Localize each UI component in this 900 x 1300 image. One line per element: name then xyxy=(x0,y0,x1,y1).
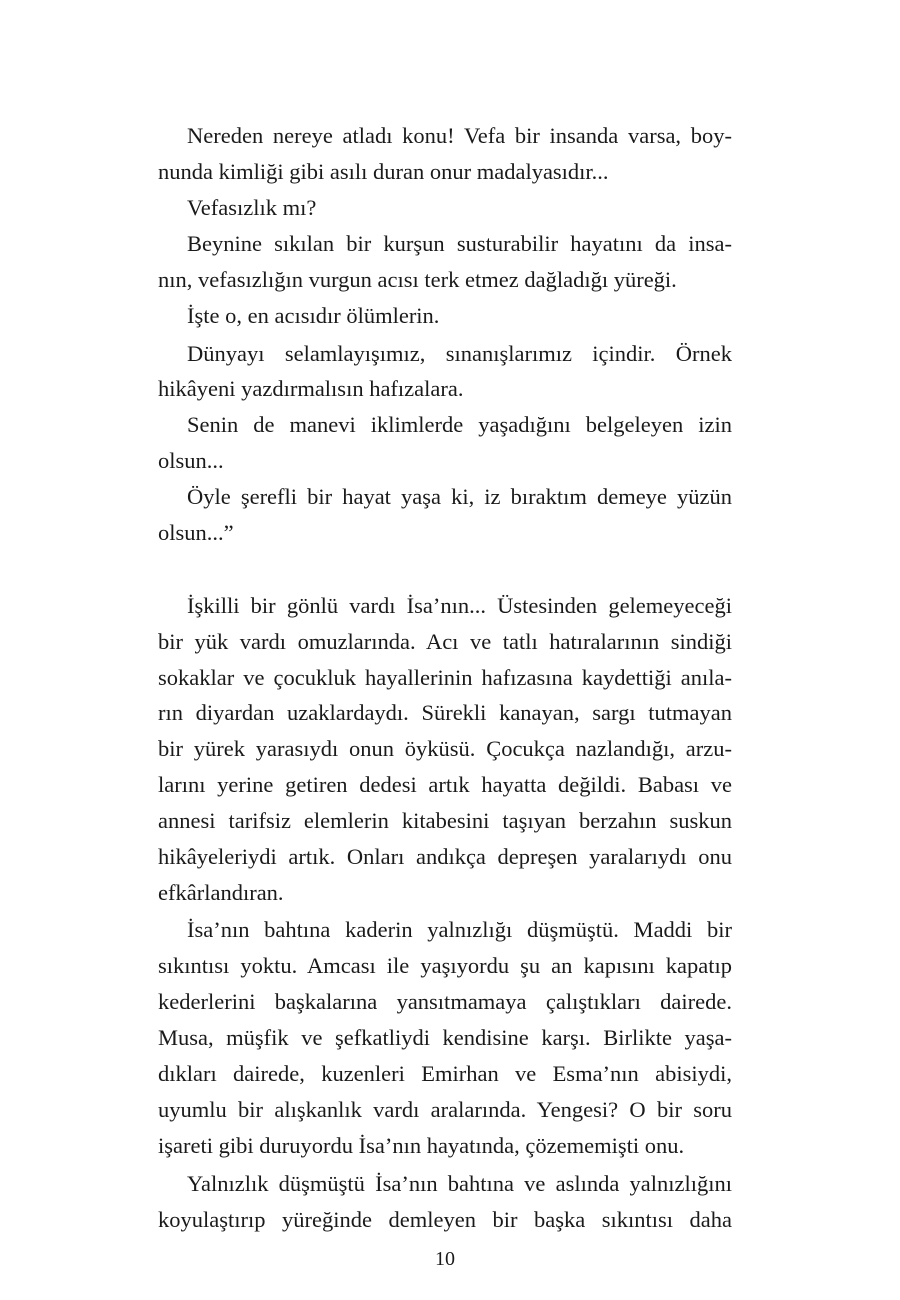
paragraph-line: sokaklar ve çocukluk hayallerinin hafızasına kaydettiği anıla- xyxy=(158,665,732,690)
paragraph-line: Musa, müşfik ve şefkatliydi kendisine karşı. Birlikte yaşa- xyxy=(158,1025,732,1050)
paragraph-line: Dünyayı selamlayışımız, sınanışlarımız içindir. Örnek xyxy=(187,341,732,366)
paragraph-line: Beynine sıkılan bir kurşun susturabilir hayatını da insa- xyxy=(187,231,732,256)
paragraph-line: uyumlu bir alışkanlık vardı aralarında. Yengesi? O bir soru xyxy=(158,1097,732,1122)
paragraph-line: İsa’nın bahtına kaderin yalnızlığı düşmüştü. Maddi bir xyxy=(187,917,732,942)
paragraph-line: efkârlandıran. xyxy=(158,880,284,905)
paragraph-line: bir yürek yarasıydı onun öyküsü. Çocukça nazlandığı, arzu- xyxy=(158,736,732,761)
paragraph-line: Yalnızlık düşmüştü İsa’nın bahtına ve aslında yalnızlığını xyxy=(187,1171,732,1196)
paragraph-line: larını yerine getiren dedesi artık hayatta değildi. Babası ve xyxy=(158,772,732,797)
paragraph-line: bir yük vardı omuzlarında. Acı ve tatlı hatıralarının sindiği xyxy=(158,629,732,654)
paragraph-line: Öyle şerefli bir hayat yaşa ki, iz bıraktım demeye yüzün xyxy=(187,484,732,509)
book-page xyxy=(158,0,732,1300)
paragraph-line: kederlerini başkalarına yansıtmamaya çalıştıkları dairede. xyxy=(158,989,732,1014)
paragraph-line: Vefasızlık mı? xyxy=(187,195,317,220)
paragraph-line: Senin de manevi iklimlerde yaşadığını belgeleyen izin xyxy=(187,412,732,437)
paragraph-line: nunda kimliği gibi asılı duran onur madalyasıdır... xyxy=(158,159,609,184)
paragraph-line: koyulaştırıp yüreğinde demleyen bir başka sıkıntısı daha xyxy=(158,1207,732,1232)
paragraph-line: olsun... xyxy=(158,448,224,473)
paragraph-line: nın, vefasızlığın vurgun acısı terk etmez dağladığı yüreği. xyxy=(158,267,677,292)
paragraph-line: Nereden nereye atladı konu! Vefa bir insanda varsa, boy- xyxy=(187,123,732,148)
page-number: 10 xyxy=(435,1248,455,1270)
paragraph-line: rın diyardan uzaklardaydı. Sürekli kanayan, sargı tutmayan xyxy=(158,700,732,725)
paragraph-line: olsun...” xyxy=(158,520,234,545)
paragraph-line: sıkıntısı yoktu. Amcası ile yaşıyordu şu an kapısını kapatıp xyxy=(158,953,732,978)
paragraph-line: İşte o, en acısıdır ölümlerin. xyxy=(187,303,440,328)
paragraph-line: dıkları dairede, kuzenleri Emirhan ve Esma’nın abisiydi, xyxy=(158,1061,732,1086)
paragraph-line: İşkilli bir gönlü vardı İsa’nın... Üstesinden gelemeyeceği xyxy=(187,593,732,618)
paragraph-line: hikâyeni yazdırmalısın hafızalara. xyxy=(158,376,464,401)
paragraph-line: annesi tarifsiz elemlerin kitabesini taşıyan berzahın suskun xyxy=(158,808,732,833)
paragraph-line: işareti gibi duruyordu İsa’nın hayatında, çözememişti onu. xyxy=(158,1133,685,1158)
paragraph-line: hikâyeleriydi artık. Onları andıkça depreşen yaralarıydı onu xyxy=(158,844,732,869)
